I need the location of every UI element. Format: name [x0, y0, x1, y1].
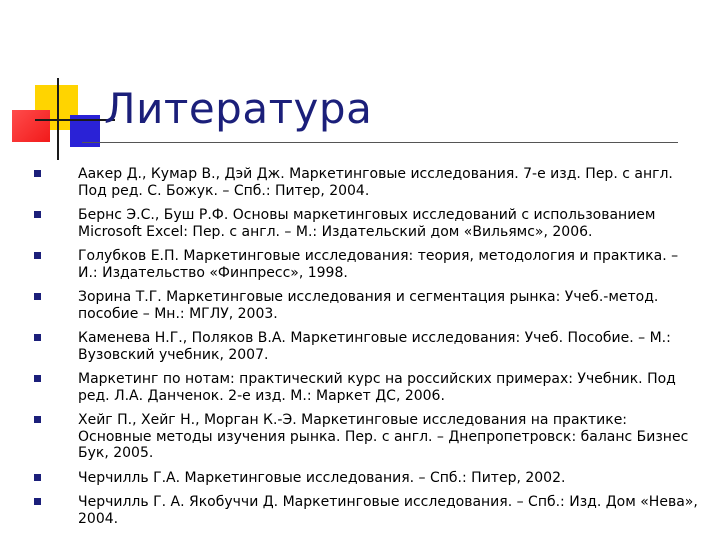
title-divider	[82, 142, 678, 143]
square-bullet-icon	[34, 293, 41, 300]
square-bullet-icon	[34, 416, 41, 423]
slide-title: Литература	[104, 84, 373, 133]
horizontal-line	[35, 119, 115, 121]
reference-text: Голубков Е.П. Маркетинговые исследования: теория, методология и практика. – И.: Издательство «Финпресс», 1998.	[78, 248, 679, 281]
square-bullet-icon	[34, 334, 41, 341]
square-bullet-icon	[34, 170, 41, 177]
reference-text: Черчилль Г. А. Якобуччи Д. Маркетинговые исследования. – Спб.: Изд. Дом «Нева», 2004.	[78, 494, 698, 527]
list-item	[30, 166, 702, 199]
reference-text: Черчилль Г.А. Маркетинговые исследования. – Спб.: Питер, 2002.	[78, 469, 566, 486]
reference-text: Каменева Н.Г., Поляков В.А. Маркетинговые исследования: Учеб. Пособие. – М.: Вузовский учебник, 2007.	[78, 330, 671, 363]
list-item	[30, 330, 702, 363]
reference-text: Аакер Д., Кумар В., Дэй Дж. Маркетинговые исследования. 7-е изд. Пер. с англ. Под ред. С. Божук. – Спб.: Питер, 2004.	[78, 166, 673, 199]
square-bullet-icon	[34, 375, 41, 382]
list-item	[30, 371, 702, 404]
square-bullet-icon	[34, 474, 41, 481]
list-item	[30, 470, 702, 487]
reference-text: Зорина Т.Г. Маркетинговые исследования и сегментация рынка: Учеб.-метод. пособие – Мн.: МГЛУ, 2003.	[78, 289, 659, 322]
reference-list	[30, 166, 702, 535]
decorative-squares-logo	[0, 0, 120, 170]
reference-text: Бернс Э.С., Буш Р.Ф. Основы маркетинговых исследований с использованием Microsoft Excel: Пер. с англ. – М.: Издательский дом «Вильямс», 2006.	[78, 207, 656, 240]
list-item	[30, 289, 702, 322]
red-square-shade	[12, 110, 50, 142]
square-bullet-icon	[34, 252, 41, 259]
reference-text: Хейг П., Хейг Н., Морган К.-Э. Маркетинговые исследования на практике: Основные методы изучения рынка. Пер. с англ. – Днепропетровск: баланс Бизнес Бук, 2005.	[78, 412, 689, 461]
reference-text: Маркетинг по нотам: практический курс на российских примерах: Учебник. Под ред. Л.А. Данченок. 2-е изд. М.: Маркет ДС, 2006.	[78, 371, 676, 404]
square-bullet-icon	[34, 498, 41, 505]
list-item	[30, 412, 702, 462]
list-item	[30, 207, 702, 240]
square-bullet-icon	[34, 211, 41, 218]
list-item	[30, 494, 702, 527]
list-item	[30, 248, 702, 281]
